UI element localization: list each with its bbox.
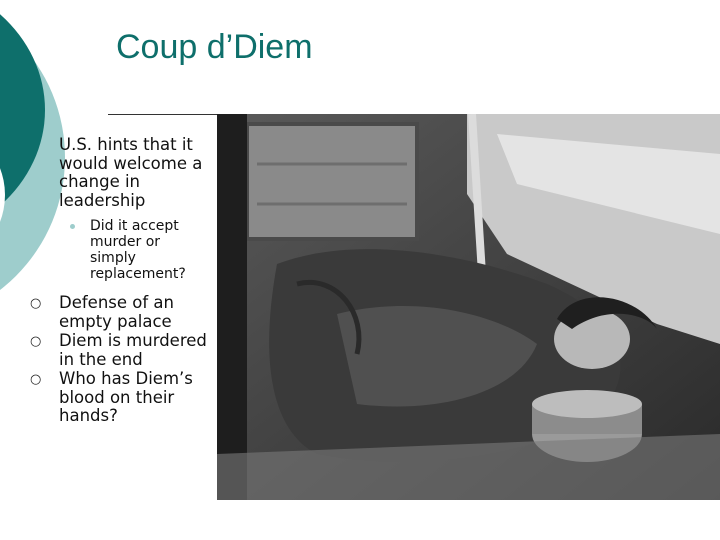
bullet-ring-icon: ○ <box>30 296 42 311</box>
bullet-list <box>30 136 210 427</box>
sub-bullet-text: Did it accept murder or simply replacement? <box>90 218 186 282</box>
bullet-item <box>30 370 210 426</box>
bullet-text: Who has Diem’s blood on their hands? <box>59 369 193 425</box>
bullet-item <box>30 332 210 369</box>
bullet-item <box>30 294 210 331</box>
bullet-text: Diem is murdered in the end <box>59 331 207 369</box>
sub-bullet-dot-icon <box>70 224 75 229</box>
bullet-ring-icon: ○ <box>30 334 42 349</box>
title-divider <box>108 114 220 115</box>
photo-drawing <box>217 114 720 500</box>
bullet-text: Defense of an empty palace <box>59 293 174 331</box>
bullet-text: U.S. hints that it would welcome a change in leadership <box>59 135 203 210</box>
page-title: Coup d’Diem <box>116 28 313 66</box>
bullet-item <box>30 136 210 210</box>
bullet-ring-icon: ○ <box>30 372 42 387</box>
sub-bullet-item <box>30 218 210 282</box>
photo-of-diem-body <box>217 114 720 500</box>
